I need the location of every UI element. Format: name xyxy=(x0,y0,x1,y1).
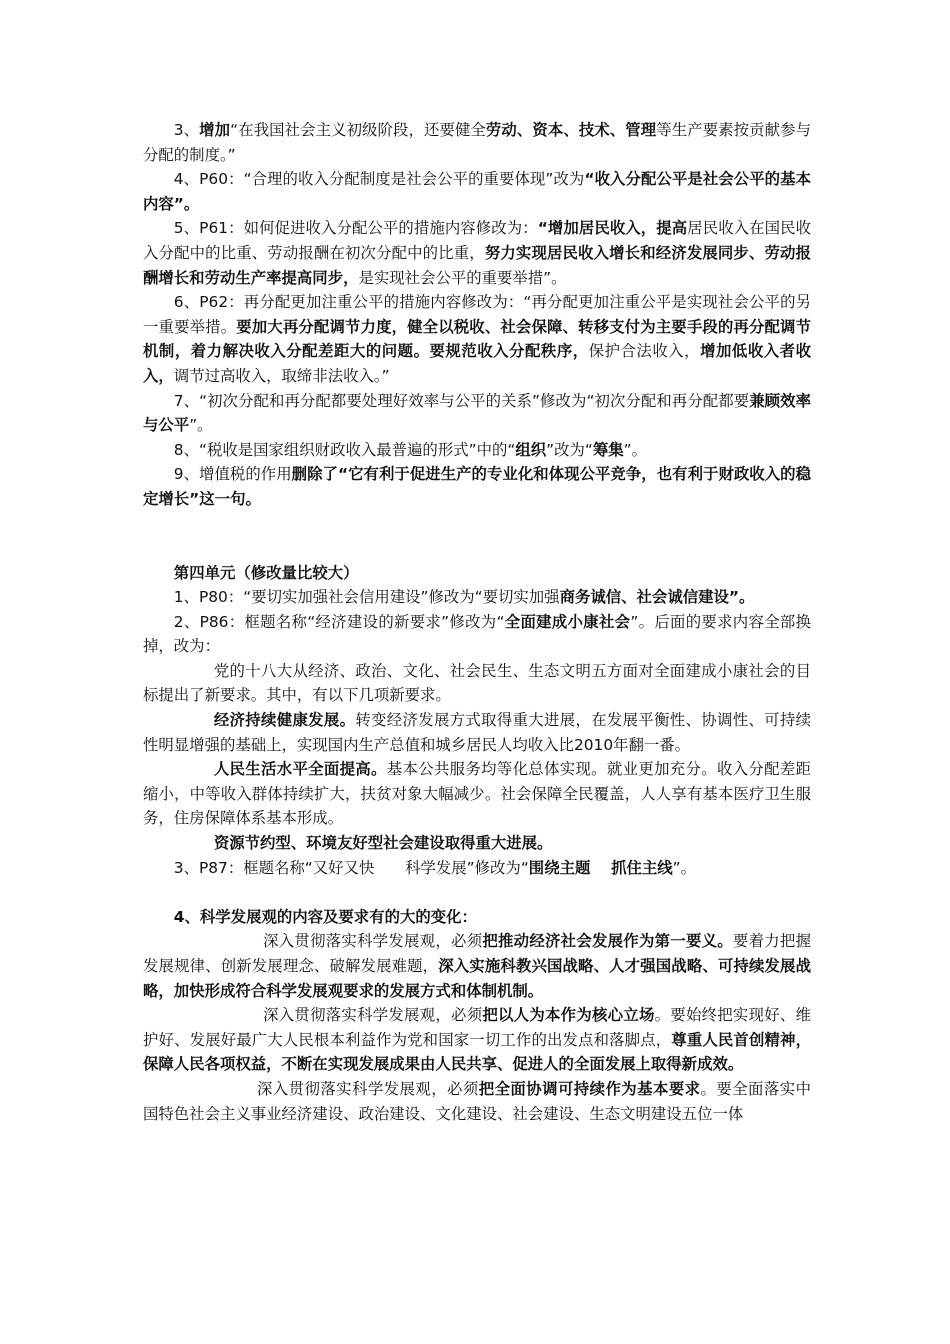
text-run: 2、P86：框题名称“经济建设的新要求”修改为“ xyxy=(173,612,505,631)
bold-run: 删除了“它有利于促进生产的专业化和体现公平竞争，也有利于财政收入的稳定增长”这一句。 xyxy=(143,465,811,508)
text-run: 要着力把握发展规律、创新发展理念、破解发展难题， xyxy=(143,932,811,975)
bold-run: 围绕主题 抓住主线 xyxy=(528,858,673,877)
text-run: 党的十八大从经济、政治、文化、社会民生、生态文明五方面对全面建成小康社会的目标提出了新要求。其中，有以下几项新要求。 xyxy=(143,661,811,705)
paragraph xyxy=(143,438,811,463)
paragraph xyxy=(143,585,811,610)
text-run: 3、P87：框题名称“又好又快 科学发展”修改为“ xyxy=(173,858,529,877)
text-run: 7、“初次分配和再分配都要处理好效率与公平的关系”修改为“初次分配和再分配都要 xyxy=(173,391,750,410)
text-run: ”改为“ xyxy=(546,440,593,459)
bold-run: 深入实施科教兴国战略、人才强国战略、可持续发展战略，加快形成符合科学发展观要求的发展方式和体制机制。 xyxy=(143,957,811,1000)
bold-run: 把推动经济社会发展作为第一要义。 xyxy=(482,932,733,951)
bold-run: 4、科学发展观的内容及要求有的大的变化： xyxy=(173,907,477,926)
text-run: 5、P61：如何促进收入分配公平的措施内容修改为： xyxy=(173,219,538,238)
goal-item xyxy=(143,831,811,856)
text-run: ”。 xyxy=(623,440,648,459)
bold-run: 增加 xyxy=(199,121,231,139)
science-section-heading xyxy=(143,905,811,930)
bold-run: 尊重人民首创精神，保障人民各项权益，不断在实现发展成果由人民共享、促进人的全面发展上取得新成效。 xyxy=(143,1030,811,1074)
text-run: 深入贯彻落实科学发展观，必须 xyxy=(263,1006,483,1025)
text-run: 6、P62：再分配更加注重公平的措施内容修改为：“再分配更加注重公平是实现社会公平的另一重要举措。 xyxy=(143,293,811,336)
bold-run: 兼顾效率与公平 xyxy=(143,391,811,435)
text-run: 。要全面落实中国特色社会主义事业经济建设、政治建设、文化建设、社会建设、生态文明建设五位一体 xyxy=(143,1079,811,1123)
paragraph xyxy=(143,290,811,388)
science-paragraph xyxy=(143,929,811,1003)
xiaokang-goals xyxy=(143,659,811,856)
bold-run: 劳动、资本、技术、管理 xyxy=(485,121,657,139)
text-run: 3、 xyxy=(173,121,200,139)
text-run: ”。 xyxy=(189,416,213,435)
text-run: ”。 xyxy=(672,858,697,877)
text-run: 8、“税收是国家组织财政收入最普遍的形式”中的“ xyxy=(173,440,516,459)
unit4-heading: 第四单元（修改量比较大） xyxy=(173,563,359,582)
text-run: 深入贯彻落实科学发展观，必须 xyxy=(263,932,483,951)
paragraph xyxy=(143,167,811,216)
science-paragraphs xyxy=(143,929,811,1126)
bold-run: “收入分配公平是社会公平的基本内容”。 xyxy=(143,170,811,213)
text-run: 1、P80：“要切实加强社会信用建设”修改为“要切实加强 xyxy=(173,588,560,607)
text-run: “在我国社会主义初级阶段，还要健全 xyxy=(230,121,486,139)
p87-change xyxy=(143,856,811,881)
text-run: 4、P60：“合理的收入分配制度是社会公平的重要体现”改为 xyxy=(173,170,585,189)
text-run: 等生产要素按贡献参与分配的制度。” xyxy=(143,121,811,164)
paragraph xyxy=(143,462,811,511)
bold-run: 把全面协调可持续作为基本要求 xyxy=(478,1079,701,1098)
bold-run: 人民生活水平全面提高。 xyxy=(213,760,387,779)
document-body xyxy=(143,118,811,1126)
goals-intro xyxy=(143,659,811,708)
text-run: 是实现社会公平的重要举措”。 xyxy=(358,268,567,287)
bold-run: 全面建成小康社会 xyxy=(504,612,631,631)
text-run: 9、增值税的作用 xyxy=(173,465,292,484)
paragraph xyxy=(143,610,811,659)
paragraph xyxy=(143,856,811,881)
unit3-changes xyxy=(143,118,811,512)
text-run: 深入贯彻落实科学发展观，必须 xyxy=(256,1079,479,1098)
bold-run: 经济持续健康发展。 xyxy=(213,711,356,730)
text-run: 。要始终把实现好、维护好、发展好最广大人民根本利益作为党和国家一切工作的出发点和落脚点， xyxy=(143,1006,811,1049)
bold-run: “增加居民收入，提高 xyxy=(537,219,688,238)
goal-item xyxy=(143,757,811,831)
bold-run: 要加大再分配调节力度，健全以税收、社会保障、转移支付为主要手段的再分配调节机制，着力解决收入分配差距大的问题。要规范收入分配秩序， xyxy=(143,317,811,361)
text-run: ”。后面的要求内容全部换掉，改为： xyxy=(143,612,811,656)
text-run: 基本公共服务均等化总体实现。就业更加充分。收入分配差距缩小，中等收入群体持续扩大，扶贫对象大幅减少。社会保障全民覆盖，人人享有基本医疗卫生服务，住房保障体系基本形成。 xyxy=(143,760,811,828)
bold-run: 商务诚信、社会诚信建设”。 xyxy=(559,588,755,607)
bold-run: 筹集 xyxy=(592,440,624,459)
bold-run: 资源节约型、环境友好型社会建设取得重大进展。 xyxy=(213,834,553,853)
bold-run: 增加低收入者收入， xyxy=(143,342,811,385)
paragraph xyxy=(143,389,811,438)
unit4-changes xyxy=(143,585,811,659)
text-run: 调节过高收入，取缔非法收入。” xyxy=(173,366,390,385)
science-paragraph xyxy=(143,1003,811,1077)
bold-run: 组织 xyxy=(515,440,547,459)
paragraph xyxy=(143,118,811,167)
text-run: 转变经济发展方式取得重大进展，在发展平衡性、协调性、可持续性明显增强的基础上，实现国内生产总值和城乡居民人均收入比2010年翻一番。 xyxy=(143,711,811,754)
section-heading xyxy=(143,905,811,930)
bold-run: 努力实现居民收入增长和经济发展同步、劳动报酬增长和劳动生产率提高同步， xyxy=(143,243,811,287)
text-run: 居民收入在国民收入分配中的比重、劳动报酬在初次分配中的比重， xyxy=(143,219,811,262)
science-paragraph xyxy=(143,1077,811,1126)
paragraph xyxy=(143,216,811,290)
text-run: 保护合法收入， xyxy=(588,342,701,361)
goal-item xyxy=(143,708,811,757)
bold-run: 把以人为本作为核心立场 xyxy=(482,1006,655,1025)
